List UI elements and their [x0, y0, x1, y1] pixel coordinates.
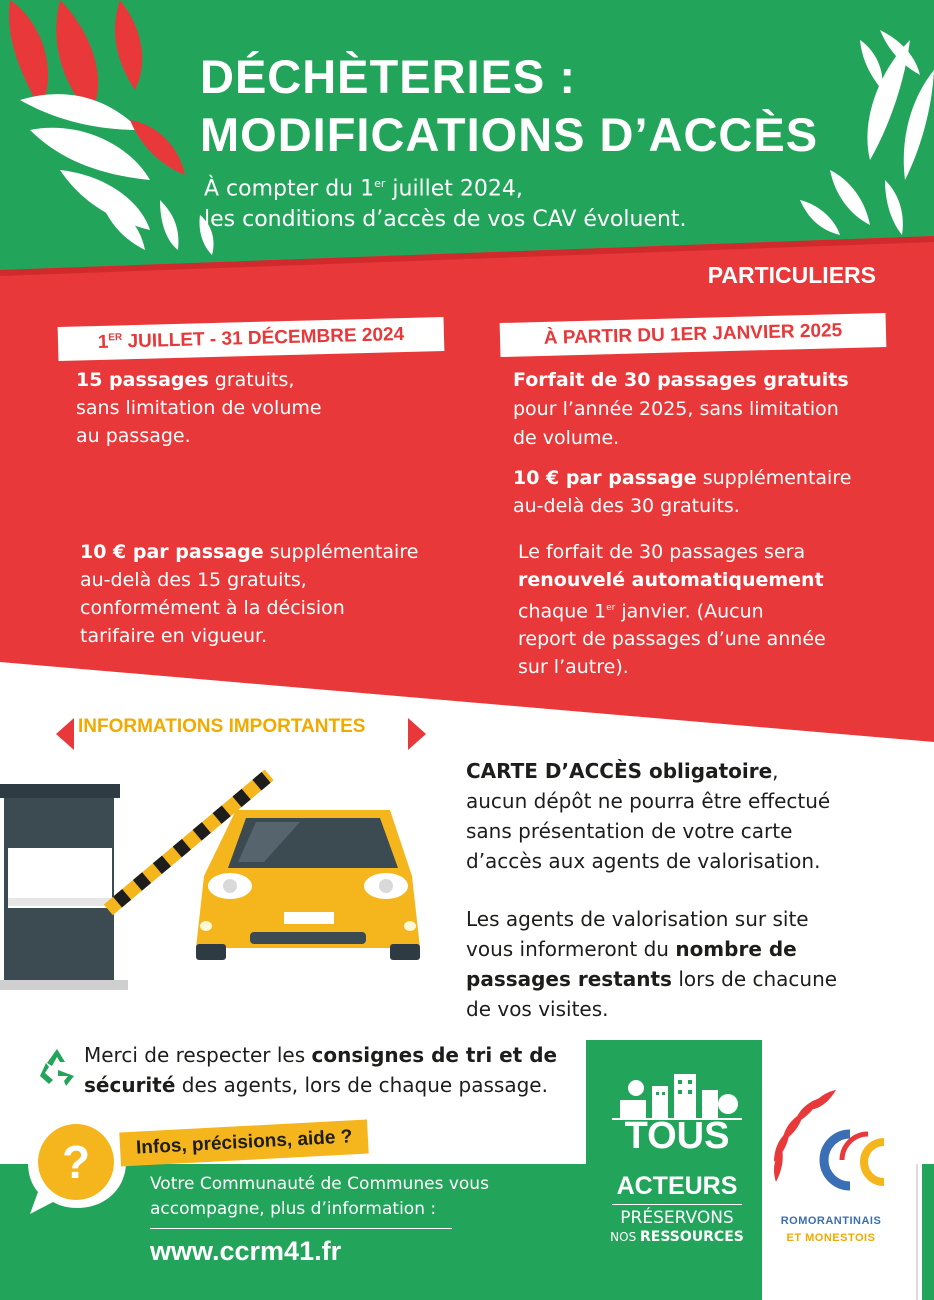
bold-text: 15 passages: [76, 369, 209, 391]
text: supplémentaire: [263, 541, 419, 563]
community-text: [150, 1172, 489, 1222]
recycle-icon: [36, 1046, 78, 1088]
bold-text: 10 € par passage: [513, 467, 697, 489]
subtitle-sup: er: [374, 177, 386, 190]
right-paragraph-1: [513, 366, 849, 453]
tous-acteurs-line-1: TOUS: [624, 1115, 730, 1157]
left-paragraph-1: [76, 366, 322, 450]
car-barrier-illustration: [0, 748, 440, 998]
tag-text: À PARTIR DU 1ER JANVIER 2025: [543, 320, 843, 349]
svg-text:?: ?: [61, 1136, 91, 1188]
text: ROMORANTINAIS: [780, 1215, 882, 1227]
text: report de passages d’une année: [518, 628, 826, 651]
tous-acteurs-line-2: ACTEURS: [616, 1172, 738, 1200]
city-skyline-icon: [612, 1064, 742, 1120]
ccrm-logo-icon: [770, 1090, 896, 1210]
text: de vos visites.: [466, 997, 609, 1021]
subtitle-line-1: [204, 168, 687, 204]
bold-text: RESSOURCES: [640, 1229, 744, 1245]
bold-text: 10 € par passage: [80, 541, 264, 563]
sup: er: [606, 603, 616, 613]
logo-divider: [612, 1204, 742, 1205]
text: ,: [772, 759, 779, 783]
preservons-text: PRÉSERVONS: [620, 1208, 734, 1228]
divider: [150, 1228, 452, 1229]
bold-text: consignes de tri et de: [311, 1043, 558, 1067]
text: au-delà des 15 gratuits,: [80, 569, 307, 591]
important-label: INFORMATIONS IMPORTANTES: [78, 716, 366, 737]
subtitle: [204, 168, 687, 235]
text: vous informeront du: [466, 937, 676, 961]
text: d’accès aux agents de valorisation.: [466, 849, 821, 873]
text: sans présentation de votre carte: [466, 819, 793, 843]
text: au passage.: [76, 425, 191, 447]
important-paragraph-2: [466, 904, 837, 1024]
right-paragraph-3: [518, 538, 826, 681]
right-paragraph-2: [513, 464, 851, 520]
left-paragraph-2: [80, 538, 418, 650]
section-label: PARTICULIERS: [707, 262, 876, 288]
question-bubble-icon: [22, 1112, 132, 1218]
text: de volume.: [513, 427, 620, 449]
tag-text: 1: [97, 331, 109, 354]
subtitle-line-2: les conditions d’accès de vos CAV évoluent.: [204, 207, 687, 233]
ressources-text: [598, 1229, 756, 1245]
text: Merci de respecter les: [84, 1043, 312, 1067]
ccrm-logo-text: [768, 1213, 894, 1247]
tag-sup: ER: [108, 332, 123, 344]
help-label: Infos, précisions, aide ?: [119, 1120, 369, 1167]
title-line-2: MODIFICATIONS D’ACCÈS: [200, 108, 819, 161]
bold-text: Forfait de 30 passages gratuits: [513, 369, 849, 391]
bold-text: sécurité: [84, 1073, 176, 1097]
website-link[interactable]: www.ccrm41.fr: [150, 1236, 342, 1266]
subtitle-text: À compter du 1: [204, 176, 375, 202]
page-title: [200, 48, 818, 164]
arrow-right-icon: [408, 718, 426, 750]
text: sans limitation de volume: [76, 397, 322, 419]
text: accompagne, plus d’information :: [150, 1199, 437, 1219]
bold-text: passages restants: [466, 967, 672, 991]
recycling-notice: [84, 1040, 604, 1100]
text: janvier. (Aucun: [615, 600, 764, 623]
text: NOS: [610, 1230, 640, 1244]
bold-text: CARTE D’ACCÈS obligatoire: [466, 759, 773, 783]
subtitle-text: juillet 2024,: [385, 176, 523, 202]
text: tarifaire en vigueur.: [80, 625, 268, 647]
arrow-left-icon: [56, 718, 74, 750]
text: ET MONESTOIS: [786, 1232, 876, 1244]
text: sur l’autre).: [518, 656, 629, 679]
text: des agents, lors de chaque passage.: [175, 1073, 548, 1097]
text: chaque 1: [518, 600, 607, 623]
text: gratuits,: [208, 369, 295, 391]
text: pour l’année 2025, sans limitation: [513, 398, 839, 420]
text: Les agents de valorisation sur site: [466, 907, 809, 931]
text: au-delà des 30 gratuits.: [513, 495, 740, 517]
text: Le forfait de 30 passages sera: [518, 541, 806, 563]
text: lors de chacune: [671, 967, 838, 991]
text: conformément à la décision: [80, 597, 345, 619]
tag-text: JUILLET - 31 DÉCEMBRE 2024: [122, 323, 405, 353]
bold-text: nombre de: [675, 937, 797, 961]
text: Votre Communauté de Communes vous: [150, 1174, 489, 1194]
text: aucun dépôt ne pourra être effectué: [466, 789, 831, 813]
bold-text: renouvelé automatiquement: [518, 569, 824, 591]
title-line-1: DÉCHÈTERIES :: [200, 50, 576, 103]
important-paragraph-1: [466, 756, 830, 876]
text: supplémentaire: [696, 467, 852, 489]
